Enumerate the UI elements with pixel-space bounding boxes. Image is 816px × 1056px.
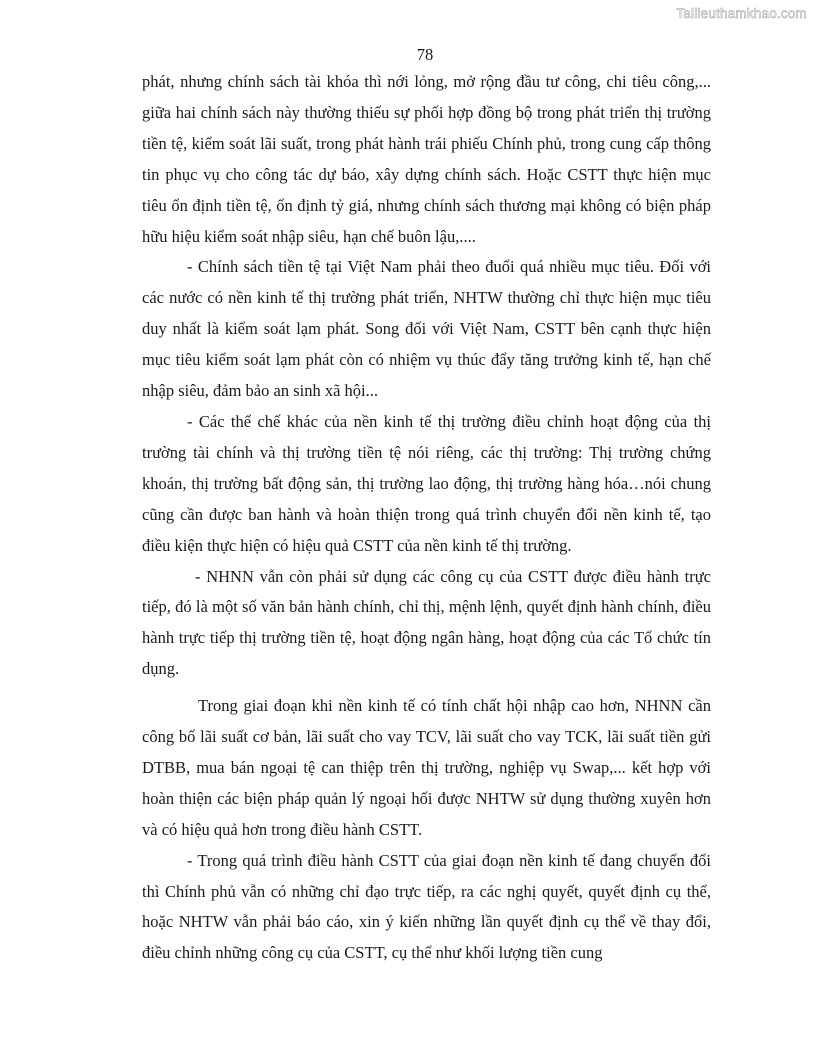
paragraph-continuation: phát, nhưng chính sách tài khóa thì nới lỏng, mở rộng đầu tư công, chi tiêu công,... giữa hai chính sách này thường thiếu sự phối hợp đồng bộ trong phát triển thị trường tiền tệ, kiểm soát lãi suất, trong phát hành trái phiếu Chính phủ, trong cung cấp thông tin phục vụ cho công tác dự báo, xây dựng chính sách. Hoặc CSTT thực hiện mục tiêu ổn định tiền tệ, ổn định tỷ giá, nhưng chính sách thương mại không có biện pháp hữu hiệu kiểm soát nhập siêu, hạn chế buôn lậu,.... xyxy=(142,72,711,246)
paragraph-integration-stage: Trong giai đoạn khi nền kinh tế có tính chất hội nhập cao hơn, NHNN cần công bố lãi suất cơ bản, lãi suất cho vay TCV, lãi suất cho vay TCK, lãi suất tiền gửi DTBB, mua bán ngoại tệ can thiệp trên thị trường, nghiệp vụ Swap,... kết hợp với hoàn thiện các biện pháp quản lý ngoại hối được NHTW sử dụng thường xuyên hơn và có hiệu quả hơn trong điều hành CSTT. xyxy=(142,696,711,839)
paragraph-government-direction: - Trong quá trình điều hành CSTT của giai đoạn nền kinh tế đang chuyển đổi thì Chính phủ vẫn có những chỉ đạo trực tiếp, ra các nghị quyết, quyết định cụ thể, hoặc NHTW vẫn phải báo cáo, xin ý kiến những lần quyết định cụ thể về thay đổi, điều chỉnh những công cụ của CSTT, cụ thể như khối lượng tiền cung xyxy=(142,850,711,963)
watermark-text: Tailieuthamkhao.com xyxy=(676,6,807,21)
page-number: 78 xyxy=(416,45,434,64)
paragraph-monetary-policy-goals: - Chính sách tiền tệ tại Việt Nam phải theo đuổi quá nhiều mục tiêu. Đối với các nước có nền kinh tế thị trường phát triển, NHTW thường chỉ thực hiện mục tiêu duy nhất là kiểm soát lạm phát. Song đối với Việt Nam, CSTT bên cạnh thực hiện mục tiêu kiểm soát lạm phát còn có nhiệm vụ thúc đẩy tăng trưởng kinh tế, hạn chế nhập siêu, đảm bảo an sinh xã hội... xyxy=(142,257,711,401)
paragraph-direct-tools: - NHNN vẫn còn phải sử dụng các công cụ của CSTT được điều hành trực tiếp, đó là một số văn bản hành chính, chỉ thị, mệnh lệnh, quyết định hành chính, điều hành trực tiếp thị trường tiền tệ, hoạt động ngân hàng, hoạt động của các Tổ chức tín dụng. xyxy=(142,566,711,679)
paragraph-market-institutions: - Các thể chế khác của nền kinh tế thị trường điều chỉnh hoạt động của thị trường tài chính và thị trường tiền tệ nói riêng, các thị trường: Thị trường chứng khoán, thị trường bất động sản, thị trường lao động, thị trường hàng hóa…nói chung cũng cần được ban hành và hoàn thiện trong quá trình chuyển đổi nền kinh tế, tạo điều kiện thực hiện có hiệu quả CSTT của nền kinh tế thị trường. xyxy=(142,411,711,555)
document-body xyxy=(142,67,711,969)
